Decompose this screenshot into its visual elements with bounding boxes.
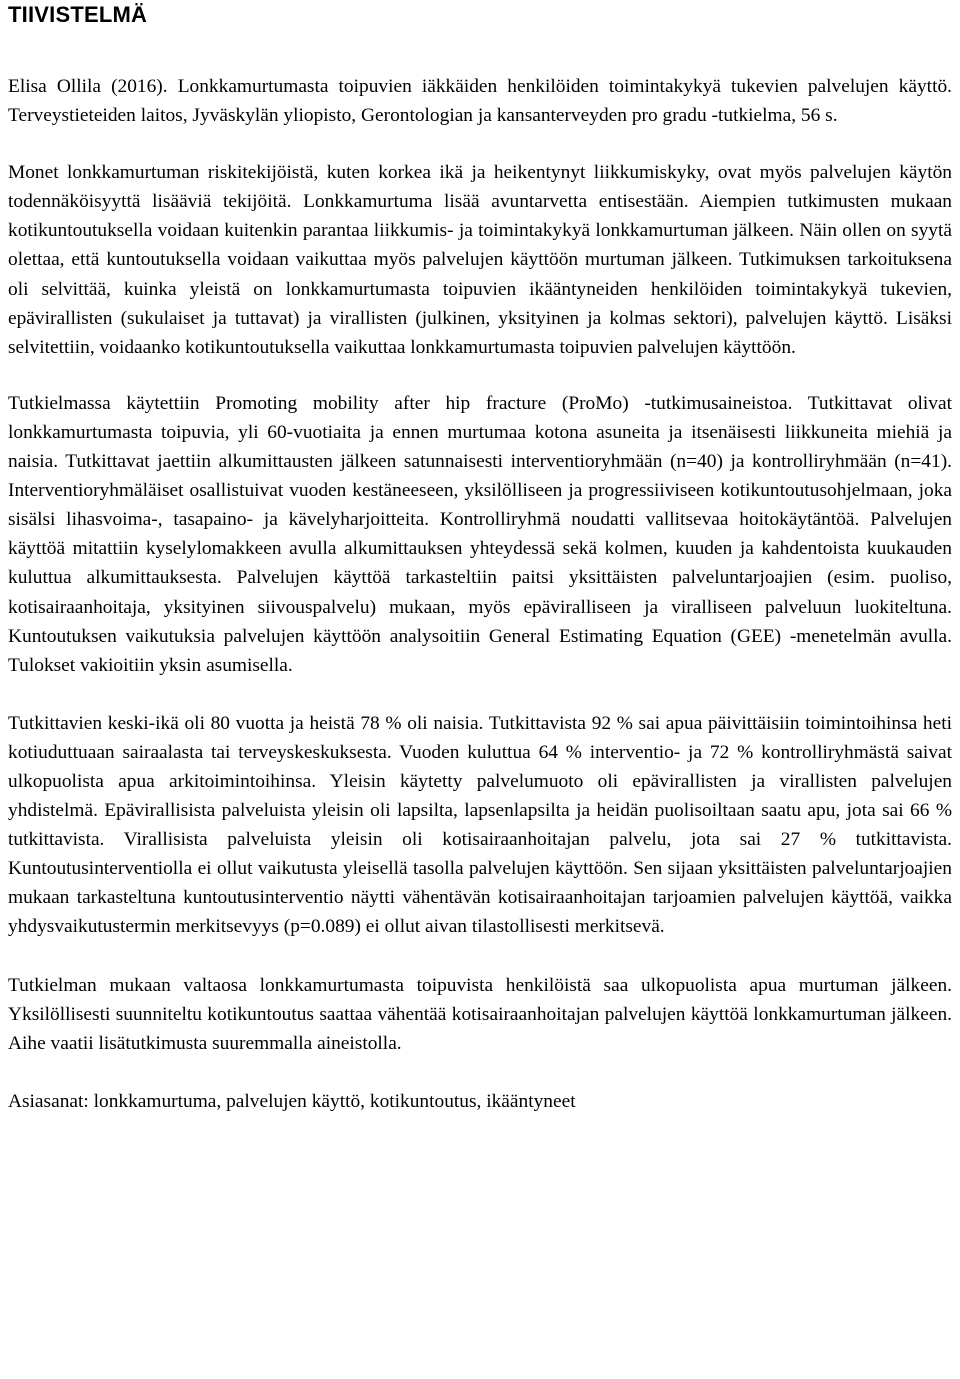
background-paragraph: Monet lonkkamurtuman riskitekijöistä, kuten korkea ikä ja heikentynyt liikkumiskyky, ovat myös palvelujen käytön todennäköisyyttä lisääviä tekijöitä. Lonkkamurtuma lisää avuntarvetta entisestään. Aiempien tutkimusten mukaan kotikuntoutuksella voidaan kuitenkin parantaa liikkumis- ja toimintakykyä lonkkamurtuman jälkeen. Näin ollen on syytä olettaa, että kuntoutuksella voidaan vaikuttaa myös palvelujen käyttöön murtuman jälkeen. Tutkimuksen tarkoituksena oli selvittää, kuinka yleistä on lonkkamurtumasta toipuvien ikääntyneiden henkilöiden toimintakykyä tukevien, epävirallisten (sukulaiset ja tuttavat) ja virallisten (julkinen, yksityinen ja kolmas sektori), palvelujen käyttö. Lisäksi selvitettiin, voidaanko kotikuntoutuksella vaikuttaa lonkkamurtumasta toipuvien palvelujen käyttöön. xyxy=(8,162,952,358)
conclusion-paragraph: Tutkielman mukaan valtaosa lonkkamurtumasta toipuvista henkilöistä saa ulkopuolista apua murtuman jälkeen. Yksilöllisesti suunniteltu kotikuntoutus saattaa vähentää kotisairaanhoitajan palvelujen käyttöä lonkkamurtuman jälkeen. Aihe vaatii lisätutkimusta suuremmalla aineistolla. xyxy=(8,974,952,1054)
keywords-line: Asiasanat: lonkkamurtuma, palvelujen käyttö, kotikuntoutus, ikääntyneet xyxy=(8,1090,576,1112)
abstract-heading: TIIVISTELMÄ xyxy=(8,2,148,27)
results-paragraph: Tutkittavien keski-ikä oli 80 vuotta ja heistä 78 % oli naisia. Tutkittavista 92 % sai apua päivittäisiin toimintoihinsa heti kotiuduttuaan sairaalasta tai terveyskeskuksesta. Vuoden kuluttua 64 % interventio- ja 72 % kontrolliryhmästä saivat ulkopuolista apua arkitoimintoihinsa. Yleisin käytetty palvelumuoto oli epävirallisten ja virallisten palvelujen yhdistelmä. Epävirallisista palveluista yleisin oli lapsilta, lapsenlapsilta ja heidän puolisoiltaan saatu apu, jota sai 66 % tutkittavista. Virallisista palveluista yleisin oli kotisairaanhoitajan palvelu, jota sai 27 % tutkittavista. Kuntoutusinterventiolla ei ollut vaikutusta yleisellä tasolla palvelujen käyttöön. Sen sijaan yksittäisten palveluntarjoajien mukaan tarkasteltuna kuntoutusinterventio näytti vähentävän kotisairaanhoitajan tarjoamien palvelujen käyttöä, vaikka yhdysvaikutustermin merkitsevyys (p=0.089) ei ollut aivan tilastollisesti merkitsevä. xyxy=(8,712,952,938)
citation-paragraph: Elisa Ollila (2016). Lonkkamurtumasta toipuvien iäkkäiden henkilöiden toimintakykyä tukevien palvelujen käyttö. Terveystieteiden laitos, Jyväskylän yliopisto, Gerontologian ja kansanterveyden pro gradu -tutkielma, 56 s. xyxy=(8,76,952,127)
methods-paragraph: Tutkielmassa käytettiin Promoting mobility after hip fracture (ProMo) -tutkimusaineistoa. Tutkittavat olivat lonkkamurtumasta toipuvia, yli 60-vuotiaita ja ennen murtumaa kotona asuneita ja itsenäisesti liikkuneita miehiä ja naisia. Tutkittavat jaettiin alkumittausten jälkeen satunnaisesti interventioryhmään (n=40) ja kontrolliryhmään (n=41). Interventioryhmäläiset osallistuivat vuoden kestäneeseen, yksilölliseen ja progressiiviseen kotikuntoutusohjelmaan, joka sisälsi lihasvoima-, tasapaino- ja kävelyharjoitteita. Kontrolliryhmä noudatti vallitsevaa hoitokäytäntöä. Palvelujen käyttöä mitattiin kyselylomakkeen avulla alkumittauksen yhteydessä sekä kolmen, kuuden ja kahdentoista kuukauden kuluttua alkumittauksesta. Palvelujen käyttöä tarkasteltiin paitsi yksittäisten palveluntarjoajien (esim. puoliso, kotisairaanhoitaja, yksityinen siivouspalvelu) mukaan, myös epäviralliseen ja viralliseen palveluun luokiteltuna. Kuntoutuksen vaikutuksia palvelujen käyttöön analysoitiin General Estimating Equation (GEE) -menetelmän avulla. Tulokset vakioitiin yksin asumisella. xyxy=(8,392,952,676)
